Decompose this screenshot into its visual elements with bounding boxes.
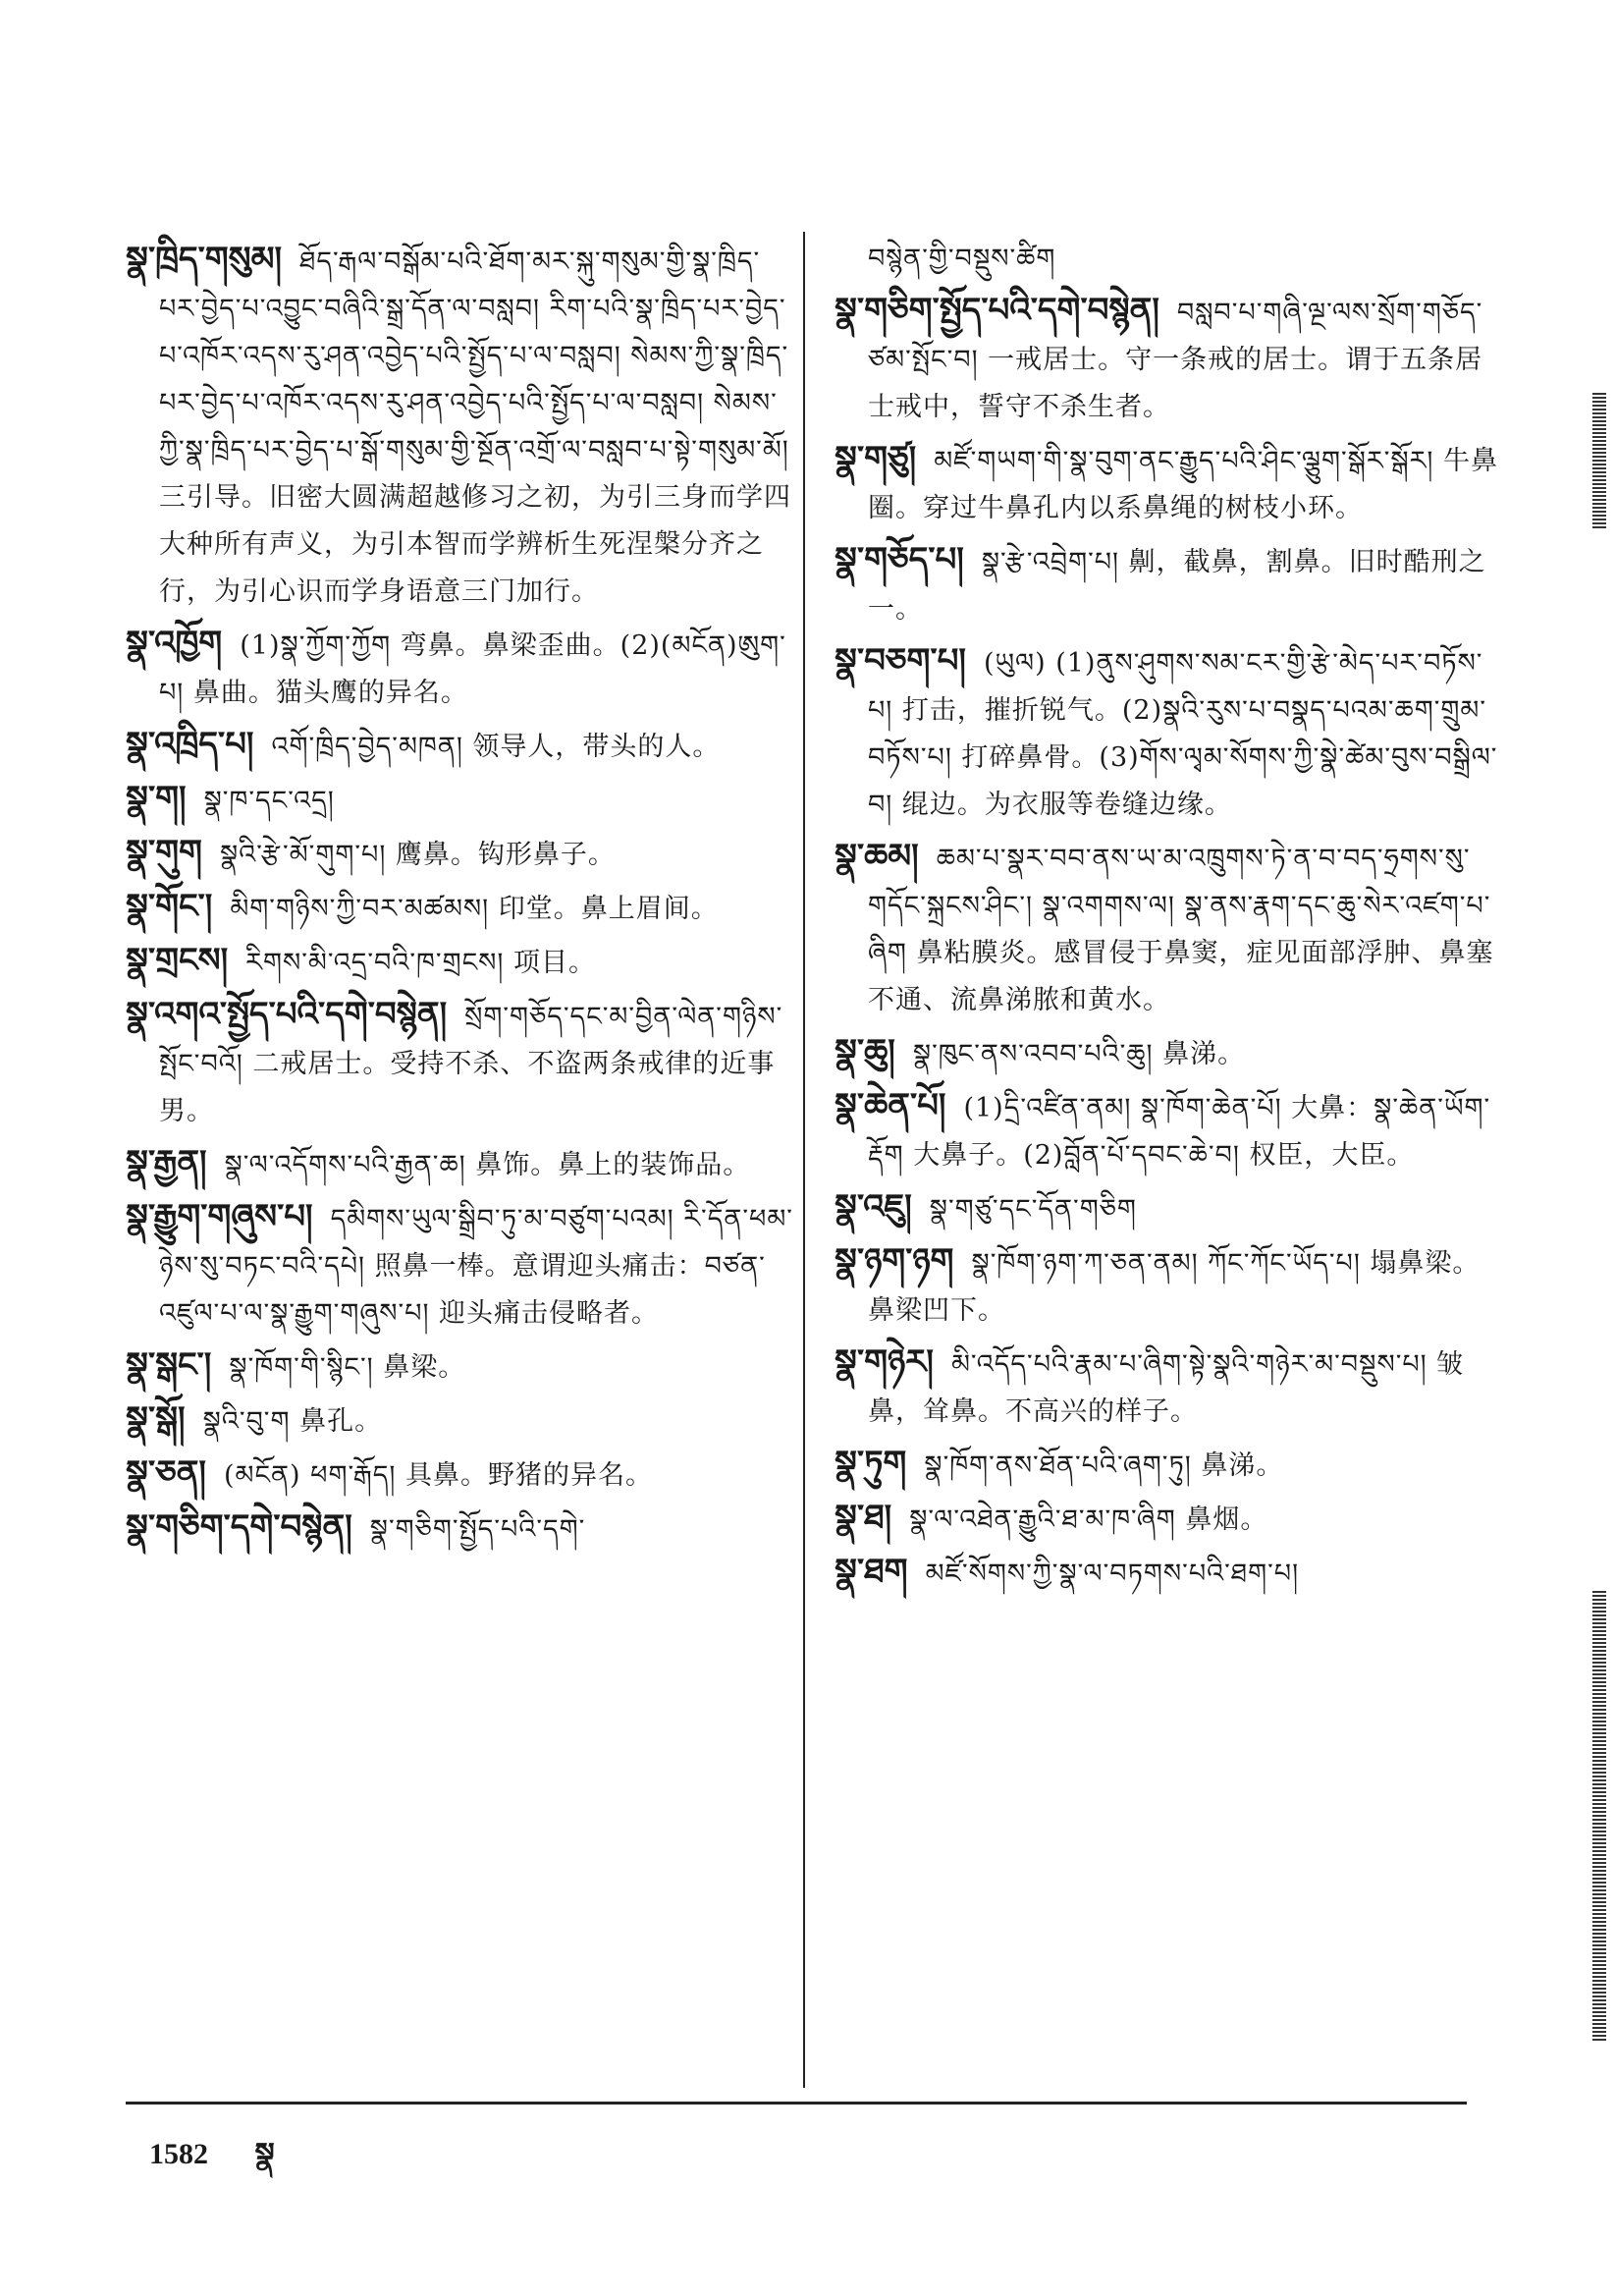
definition: སྣ་ལ་འདོགས་པའི་རྒྱན་ཆ། 鼻饰。鼻上的装饰品。 xyxy=(224,1150,751,1180)
edge-mark xyxy=(1592,1591,1606,2043)
headword: སྣ་བཅག་པ། xyxy=(835,641,966,681)
definition: སྣའི་བུ་ག 鼻孔。 xyxy=(202,1406,383,1437)
definition: བསླབ་པ་གཞི་ལྔ་ལས་སྲོག་གཅོད་ཙམ་སྤོང་བ། 一戒居士。守一条戒的居士。谓于五条居士戒中，誓守不杀生者。 xyxy=(868,298,1483,422)
headword: སྣ་འཇུ། xyxy=(835,1187,912,1227)
headword: སྣ་ཆུ། xyxy=(835,1032,895,1071)
column-divider xyxy=(803,232,805,2088)
dictionary-entry xyxy=(126,775,793,825)
definition: (མངོན) ཕག་རྒོད། 具鼻。野猪的异名。 xyxy=(223,1460,653,1491)
dictionary-entry xyxy=(126,620,793,717)
dictionary-entry xyxy=(126,236,793,616)
dictionary-entry xyxy=(835,1183,1502,1233)
dictionary-entry xyxy=(835,1494,1502,1544)
headword: སྣ་ཏུག xyxy=(835,1444,907,1483)
definition: སྣ་ཁོག་གི་སྙིང་། 鼻梁。 xyxy=(229,1352,466,1383)
headword: སྣ་གཅིག་སྤྱོད་པའི་དགེ་བསྙེན། xyxy=(835,291,1159,330)
right-column xyxy=(835,236,1502,1602)
definition: ཆམ་པ་སྣར་བབ་ནས་ཡ་མ་འཁྲུགས་ཏེ་ན་བ་བད་ཧྲགས་སུ་གདོང་སྐྲངས་ཤིང་། སྣ་འགགས་ལ། སྣ་ནས་རྣག་དང་ཆུ་སེར་འཛག་པ་ཞིག 鼻粘膜炎。感冒侵于鼻窦，症见面部浮肿、鼻塞不通、流鼻涕脓和黄水。 xyxy=(868,844,1494,1015)
headword: སྣ་ཆེན་པོ། xyxy=(835,1086,946,1125)
page-footer xyxy=(149,2121,275,2204)
definition: སྣ་ཁོག་ནས་ཐོན་པའི་ཞག་ཏུ། 鼻涕。 xyxy=(924,1450,1284,1481)
definition: མཛོ་སོགས་ཀྱི་སྣ་ལ་བཏགས་པའི་ཐག་པ། xyxy=(925,1558,1300,1589)
footer-rule xyxy=(126,2102,1467,2105)
headword: སྣ་རྒྱུག་གཞུས་པ། xyxy=(126,1197,313,1236)
definition: སྣ་རྩེ་འབྲེག་པ། 劓，截鼻，割鼻。旧时酷刑之一。 xyxy=(868,547,1486,625)
dictionary-entry xyxy=(835,637,1502,829)
edge-mark xyxy=(1592,393,1606,530)
headword: སྣ་སྒོ། xyxy=(126,1399,186,1439)
definition: སྣའི་རྩེ་མོ་གུག་པ། 鹰鼻。钩形鼻子。 xyxy=(219,840,616,870)
definition: སྣ་ཁ་དང་འདྲ། xyxy=(203,786,335,816)
headword: སྣ་འགའ་སྤྱོད་པའི་དགེ་བསྙེན། xyxy=(126,995,448,1034)
dictionary-entry xyxy=(835,287,1502,431)
definition: (1)དྲི་འཛིན་ནམ། སྣ་ཁོག་ཆེན་པོ། 大鼻：སྣ་ཆེན་ཡོག་རྡོག 大鼻子。(2)བློན་པོ་དབང་ཆེ་བ། 权臣，大臣。 xyxy=(868,1093,1491,1171)
headword: སྣ་གཅིག་དགེ་བསྙེན། xyxy=(126,1507,352,1547)
dictionary-entry xyxy=(126,721,793,771)
headword: སྣ་རྒྱན། xyxy=(126,1143,207,1182)
dictionary-entry xyxy=(835,1237,1502,1335)
headword: སྣ་གྲངས། xyxy=(126,941,229,980)
dictionary-entry-continuation xyxy=(835,236,1502,283)
definition: (ཡུལ) (1)ནུས་ཤུགས་སམ་ངར་གྱི་རྩེ་མེད་པར་བཏོས་པ། 打击，摧折锐气。(2)སྣའི་རུས་པ་བསྣད་པའམ་ཆག་གྲུམ་བཏོས་པ། 打碎鼻骨。(3)གོས་ལྭམ་སོགས་ཀྱི་སྣེ་ཚེམ་བུས་བསྒྲིལ་བ། 绲边。为衣服等卷缝边缘。 xyxy=(868,648,1498,820)
left-column xyxy=(126,236,793,1558)
dictionary-entry xyxy=(126,883,793,933)
definition: སྲོག་གཅོད་དང་མ་བྱིན་ལེན་གཉིས་སྤོང་བའོ། 二戒居士。受持不杀、不盗两条戒律的近事男。 xyxy=(159,1002,783,1126)
headword: སྣ་ཐ། xyxy=(835,1498,892,1537)
page-number: 1582 xyxy=(149,2138,208,2170)
definition: སྣ་གཅིག་སྤྱོད་པའི་དགེ་ xyxy=(369,1514,586,1545)
dictionary-entry xyxy=(126,1341,793,1392)
dictionary-entry xyxy=(126,1395,793,1446)
definition: རིགས་མི་འདྲ་བའི་ཁ་གྲངས། 项目。 xyxy=(245,948,596,978)
headword: སྣ་ཉག་ཉག xyxy=(835,1241,954,1281)
dictionary-entry xyxy=(126,1193,793,1338)
definition: སྣ་གཙུ་དང་དོན་གཅིག xyxy=(929,1194,1137,1225)
dictionary-entry xyxy=(126,829,793,879)
headword: སྣ་གཅོད་པ། xyxy=(835,540,964,579)
headword: སྣ་ཐག xyxy=(835,1552,908,1591)
definition: སྣ་ལ་འཐེན་རྒྱུའི་ཐ་མ་ཁ་ཞིག 鼻烟。 xyxy=(909,1504,1268,1535)
definition: བསྙེན་གྱི་བསྡུས་ཚིག xyxy=(868,244,1056,274)
definition: སྣ་ཁོག་ཉག་ཀ་ཅན་ནམ། ཀོང་ཀོང་ཡོད་པ། 塌鼻梁。鼻梁凹下。 xyxy=(868,1248,1481,1326)
definition: མི་འདོད་པའི་རྣམ་པ་ཞིག་སྟེ་སྣའི་གཉེར་མ་བསྡུས་པ། 皱鼻，耸鼻。不高兴的样子。 xyxy=(868,1349,1465,1427)
headword: སྣ་གཙུ། xyxy=(835,439,917,478)
dictionary-entry xyxy=(835,1548,1502,1598)
dictionary-entry xyxy=(835,833,1502,1024)
dictionary-entry xyxy=(126,937,793,987)
definition: སྣ་ཁུང་ནས་འབབ་པའི་ཆུ། 鼻涕。 xyxy=(912,1039,1246,1069)
definition: (1)སྣ་ཀྱོག་ཀྱོག 弯鼻。鼻梁歪曲。(2)(མངོན)ཨུག་པ། 鼻曲。猫头鹰的异名。 xyxy=(159,630,786,708)
definition: མཛོ་གཡག་གི་སྣ་བུག་ནང་རྒྱུད་པའི་ཤིང་ལྕུག་སྒོར་སྒོར། 牛鼻圈。穿过牛鼻孔内以系鼻绳的树枝小环。 xyxy=(868,446,1499,523)
scan-edge-marks xyxy=(1590,59,1606,2259)
dictionary-entry xyxy=(126,1503,793,1554)
headword: སྣ་གཉེར། xyxy=(835,1342,934,1382)
dictionary-entry xyxy=(835,536,1502,633)
headword: སྣ་ཁྲིད་གསུམ། xyxy=(126,240,283,279)
headword: སྣ་གོང་། xyxy=(126,887,213,926)
definition: མིག་གཉིས་ཀྱི་བར་མཚམས། 印堂。鼻上眉间。 xyxy=(230,894,719,924)
dictionary-entry xyxy=(835,1082,1502,1179)
dictionary-entry xyxy=(126,991,793,1135)
definition: དམིགས་ཡུལ་སྒྲིབ་ཏུ་མ་བཙུག་པའམ། རི་དོན་ཕམ་ཉེས་སུ་བཏང་བའི་དཔེ། 照鼻一棒。意谓迎头痛击：བཙན་འཛུལ་པ་ལ་སྣ་རྒྱུག་གཞུས་པ། 迎头痛击侵略者。 xyxy=(159,1204,793,1329)
dictionary-entry xyxy=(835,435,1502,532)
headword: སྣ་འཁྱོག xyxy=(126,624,223,663)
section-letter: སྣ xyxy=(254,2137,275,2171)
headword: སྣ་ཅན། xyxy=(126,1453,206,1493)
headword: སྣ་གུག xyxy=(126,833,202,872)
definition: ཐོད་རྒལ་བསྒོམ་པའི་ཐོག་མར་སྐུ་གསུམ་གྱི་སྣ་ཁྲིད་པར་བྱེད་པ་འབྱུང་བཞིའི་སྒྲ་དོན་ལ་བསླབ། རིག་པའི་སྣ་ཁྲིད་པར་བྱེད་པ་འཁོར་འདས་རུ་ཤན་འབྱེད་པའི་སྤྱོད་པ་ལ་བསླབ། སེམས་ཀྱི་སྣ་ཁྲིད་པར་བྱེད་པ་འཁོར་འདས་རུ་ཤན་འབྱེད་པའི་སྤྱོད་པ་ལ་བསླབ། སེམས་ཀྱི་སྣ་ཁྲིད་པར་བྱེད་པ་སྒོ་གསུམ་གྱི་སྔོན་འགྲོ་ལ་བསླབ་པ་སྟེ་གསུམ་མོ། 三引导。旧密大圆满超越修习之初，为引三身而学四大种所有声义，为引本智而学辨析生死涅槃分齐之行，为引心识而学身语意三门加行。 xyxy=(159,246,791,607)
dictionary-entry xyxy=(835,1339,1502,1436)
definition: འགོ་ཁྲིད་བྱེད་མཁན། 领导人，带头的人。 xyxy=(271,732,721,762)
headword: སྣ་ག། xyxy=(126,779,187,818)
headword: སྣ་འཁྲིད་པ། xyxy=(126,725,254,764)
dictionary-entry xyxy=(835,1440,1502,1490)
headword: སྣ་ཆམ། xyxy=(835,837,919,876)
dictionary-entry xyxy=(835,1028,1502,1078)
headword: སྣ་སྒང་། xyxy=(126,1345,212,1385)
dictionary-entry xyxy=(126,1139,793,1189)
dictionary-entry xyxy=(126,1449,793,1500)
